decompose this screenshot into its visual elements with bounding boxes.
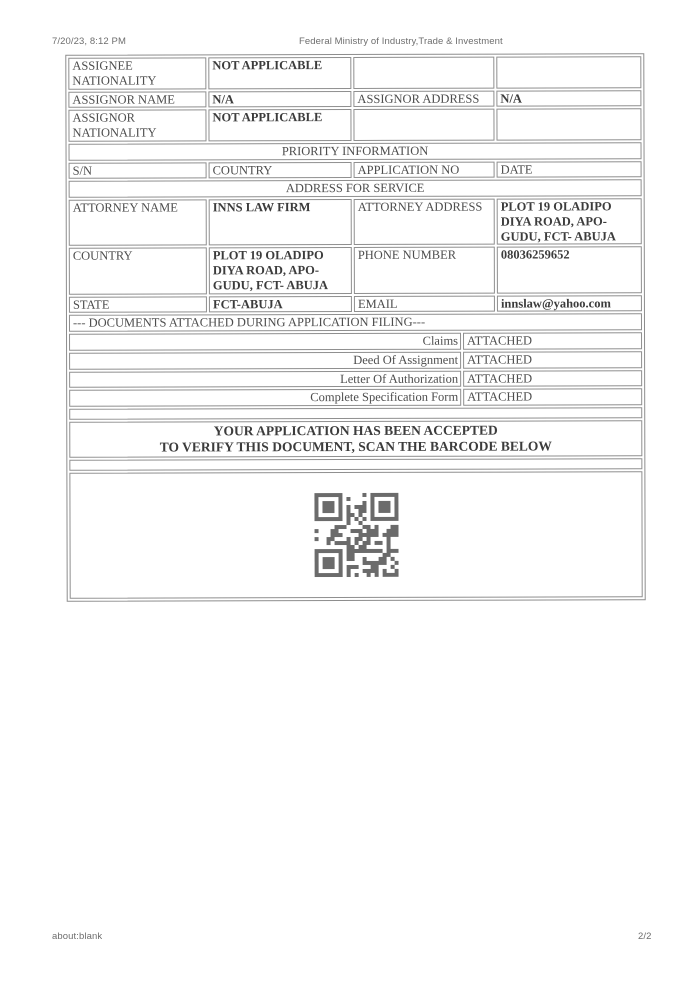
assignee-nationality-label: ASSIGNEE NATIONALITY [68, 57, 206, 89]
row-attorney [69, 198, 642, 246]
document-name: Claims [69, 333, 461, 351]
row-assignor-name [68, 90, 641, 108]
document-status: ATTACHED [463, 332, 642, 349]
row-priority-section [69, 142, 642, 160]
assignor-name-label: ASSIGNOR NAME [68, 91, 206, 108]
row-priority-headers [69, 161, 642, 179]
priority-date-header: DATE [497, 161, 642, 178]
attorney-name-label: ATTORNEY NAME [69, 199, 207, 246]
section-priority-information: PRIORITY INFORMATION [69, 142, 642, 160]
document-status: ATTACHED [463, 370, 642, 387]
state-label: STATE [69, 296, 207, 313]
assignor-name-value: N/A [208, 91, 351, 108]
print-datetime: 7/20/23, 8:12 PM [52, 36, 126, 47]
row-document-claims [69, 332, 642, 350]
assignor-nationality-empty-1 [353, 109, 494, 141]
spacer-cell [69, 459, 642, 472]
priority-country-header: COUNTRY [209, 162, 352, 179]
row-country-phone [69, 247, 642, 295]
attorney-address-value: PLOT 19 OLADIPO DIYA ROAD, APO-GUDU, FCT- ABUJA [497, 198, 642, 245]
assignee-nationality-value: NOT APPLICABLE [208, 57, 351, 89]
row-documents-heading [69, 314, 642, 332]
assignor-nationality-label: ASSIGNOR NATIONALITY [68, 110, 206, 142]
row-state-email [69, 295, 642, 313]
acceptance-line-2: TO VERIFY THIS DOCUMENT, SCAN THE BARCODE BELOW [159, 438, 552, 455]
document-name: Deed Of Assignment [69, 351, 461, 369]
attorney-address-label: ATTORNEY ADDRESS [354, 199, 495, 246]
print-footer-source: about:blank [52, 931, 103, 942]
document-name: Letter Of Authorization [69, 370, 461, 388]
country-value: PLOT 19 OLADIPO DIYA ROAD, APO-GUDU, FCT- ABUJA [209, 247, 352, 294]
row-barcode [69, 472, 642, 599]
attorney-name-value: INNS LAW FIRM [209, 199, 352, 246]
assignor-address-label: ASSIGNOR ADDRESS [353, 90, 494, 107]
row-assignee-nationality [68, 56, 641, 89]
assignor-nationality-empty-2 [496, 109, 641, 141]
document-status: ATTACHED [463, 351, 642, 368]
assignee-nationality-empty-2 [496, 56, 641, 88]
row-spacer [69, 407, 642, 420]
print-header-title: Federal Ministry of Industry,Trade & Investment [299, 36, 503, 47]
print-footer-page-number: 2/2 [638, 931, 652, 942]
barcode-cell [69, 472, 642, 599]
document-status: ATTACHED [463, 388, 642, 405]
documents-heading: --- DOCUMENTS ATTACHED DURING APPLICATION FILING--- [69, 314, 642, 332]
state-value: FCT-ABUJA [209, 296, 352, 313]
email-label: EMAIL [354, 295, 495, 312]
spacer-cell [69, 407, 642, 420]
row-address-service-section [69, 180, 642, 198]
assignor-address-value: N/A [496, 90, 641, 107]
assignee-nationality-empty-1 [353, 57, 494, 89]
document-name: Complete Specification Form [69, 389, 461, 407]
document-page [65, 53, 645, 602]
qr-code [314, 493, 398, 577]
row-document-letter [69, 370, 642, 388]
row-acceptance [69, 420, 642, 458]
row-assignor-nationality [68, 109, 641, 142]
priority-sn-header: S/N [69, 162, 207, 179]
phone-number-label: PHONE NUMBER [354, 247, 495, 294]
priority-application-no-header: APPLICATION NO [354, 161, 495, 178]
acceptance-line-1: YOUR APPLICATION HAS BEEN ACCEPTED [213, 422, 498, 439]
row-document-spec-form [69, 388, 642, 406]
row-spacer [69, 459, 642, 472]
section-address-for-service: ADDRESS FOR SERVICE [69, 180, 642, 198]
email-value: innslaw@yahoo.com [497, 295, 642, 312]
country-label: COUNTRY [69, 248, 207, 295]
phone-number-value: 08036259652 [497, 247, 642, 294]
application-table [65, 53, 645, 602]
acceptance-notice [69, 420, 642, 458]
assignor-nationality-value: NOT APPLICABLE [208, 109, 351, 141]
row-document-deed [69, 351, 642, 369]
